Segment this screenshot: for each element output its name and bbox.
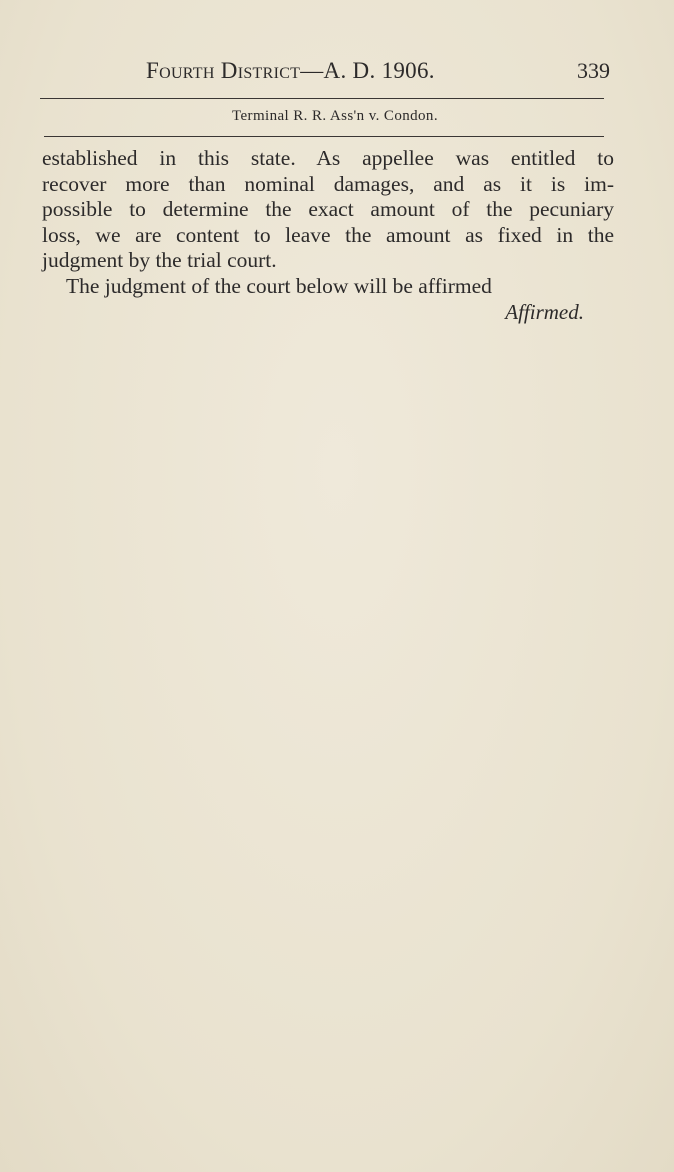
text-line: established in this state. As appellee was entitled to <box>42 146 614 170</box>
page-number: 339 <box>577 58 610 83</box>
case-caption-text: Terminal R. R. Ass'n v. Condon. <box>231 108 438 124</box>
running-head <box>146 58 616 90</box>
text-line: loss, we are content to leave the amount as fixed in the <box>42 222 614 247</box>
header-rule-top <box>40 98 604 99</box>
text-line: judgment by the trial court. <box>42 248 277 273</box>
text-line: The judgment of the court below will be affirmed <box>66 273 492 298</box>
opinion-text <box>42 146 614 300</box>
disposition: Affirmed. <box>505 300 584 324</box>
text-line: recover more than nominal damages, and as it is im- <box>42 171 614 196</box>
case-caption <box>0 108 674 125</box>
header-rule-bottom <box>44 136 604 137</box>
running-title: Fourth District—A. D. 1906. <box>146 58 435 83</box>
text-line: possible to determine the exact amount of the pecuniary <box>42 197 614 222</box>
